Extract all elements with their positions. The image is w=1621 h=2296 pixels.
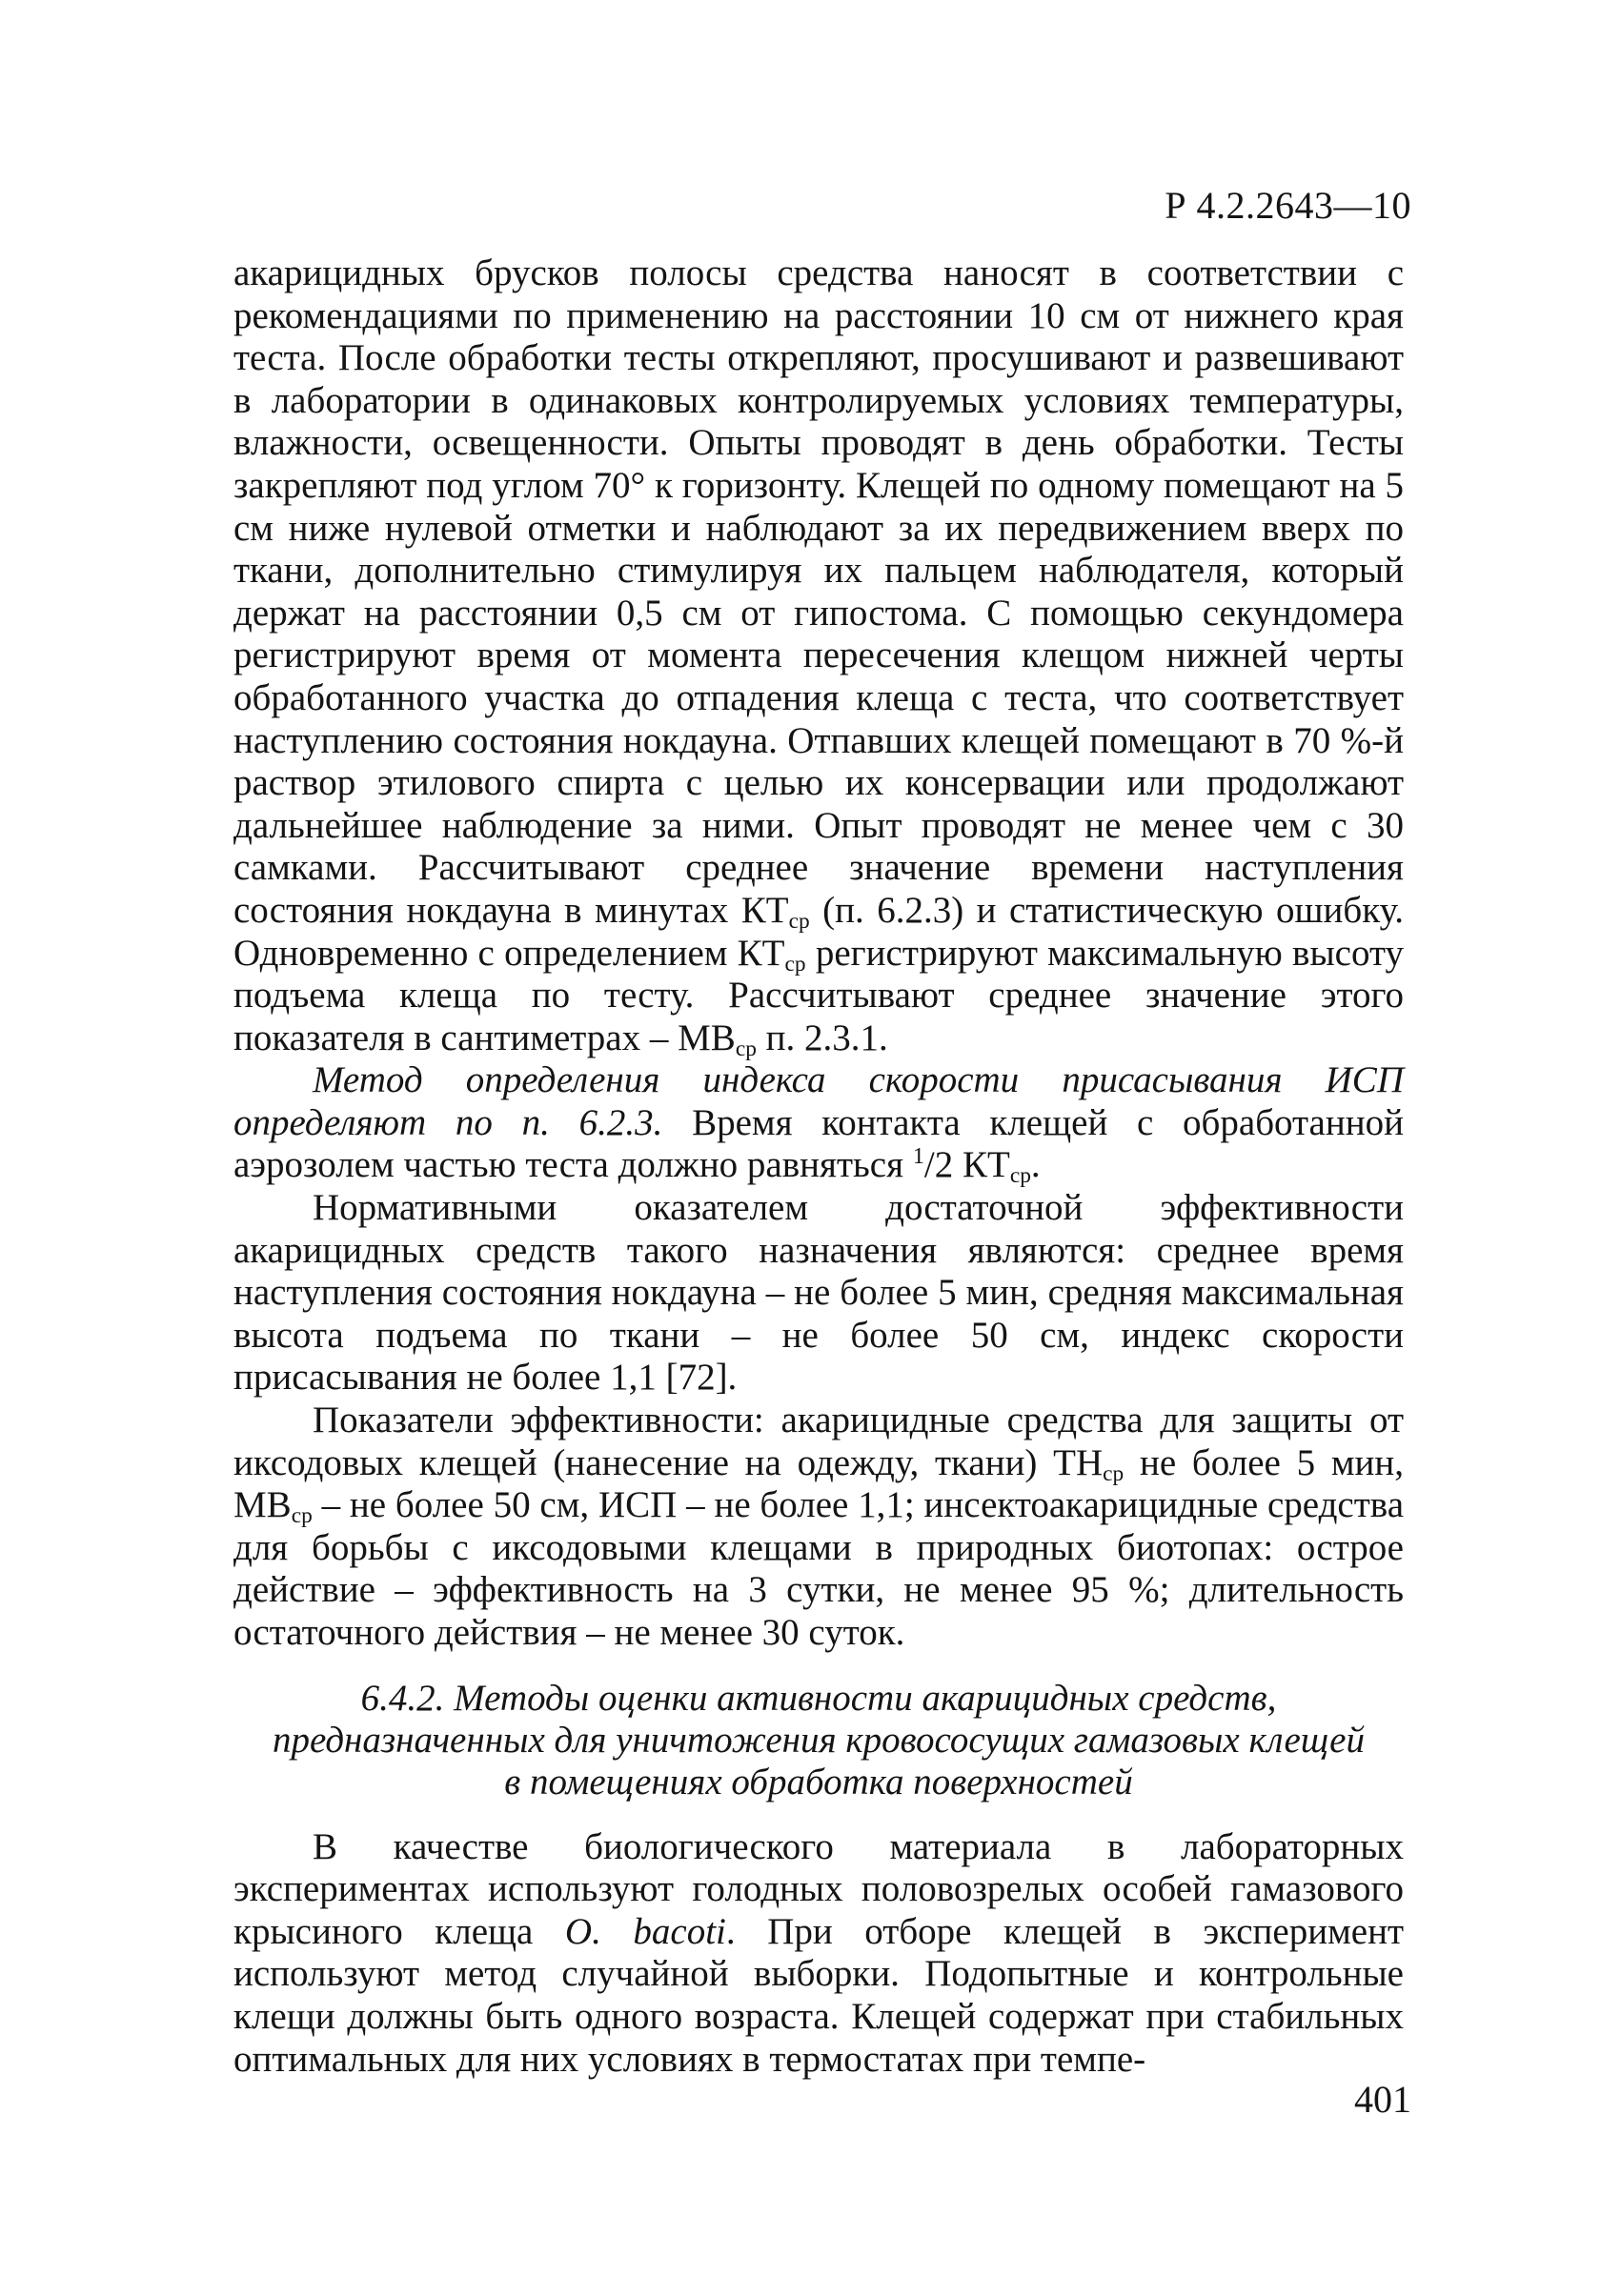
paragraph-isp-method: Метод определения индекса скорости присасывания ИСП определяют по п. 6.2.3. Время контакта клещей с обработанной аэрозолем частью теста должно равняться $^1$/2 $КТ_{ср}$.	[233, 1059, 1404, 1189]
section-heading-line-1: 6.4.2. Методы оценки активности акарицидных средств,	[360, 1677, 1277, 1719]
body-text	[233, 252, 1404, 2081]
paragraph-biological-material: В качестве биологического материала в лабораторных экспериментах используют голодных половозрелых особей гамазового крысиного клеща O. bacoti. При отборе клещей в эксперимент используют метод случайной выборки. Подопытные и контрольные клещи должны быть одного возраста. Клещей содержат при стабильных оптимальных для них условиях в термостатах при темпе-	[233, 1825, 1404, 2080]
species-name: O. bacoti	[564, 1910, 726, 1952]
paragraph-test-procedure: акарицидных брусков полосы средства наносят в соответствии с рекомендациями по применению на расстоянии 10 см от нижнего края теста. После обработки тесты открепляют, просушивают и развешивают в лаборатории в одинаковых контролируемых условиях температуры, влажности, освещенности. Опыты проводят в день обработки. Тесты закрепляют под углом 70° к горизонту. Клещей по одному помещают на 5 см ниже нулевой отметки и наблюдают за их передвижением вверх по ткани, дополнительно стимулируя их пальцем наблюдателя, который держат на расстоянии 0,5 см от гипостома. С помощью секундомера регистрируют время от момента пересечения клещом нижней черты обработанного участка до отпадения клеща с теста, что соответствует наступлению состояния нокдауна. Отпавших клещей помещают в 70 %-й раствор этилового спирта с целью их консервации или продолжают дальнейшее наблюдение за ними. Опыт проводят не менее чем с 30 самками. Рассчитывают среднее значение времени наступления состояния нокдауна в минутах $КТ_{ср}$ (п. 6.2.3) и статистическую ошибку. Одновременно с определением $КТ_{ср}$ регистрируют максимальную высоту подъема клеща по тесту. Рассчитывают среднее значение этого показателя в сантиметрах – $МВ_{ср}$ п. 2.3.1.	[233, 252, 1404, 1061]
section-heading-line-2: предназначенных для уничтожения кровососущих гамазовых клещей	[272, 1719, 1365, 1761]
section-heading	[233, 1678, 1404, 1803]
paragraph-efficiency-indicators: Показатели эффективности: акарицидные средства для защиты от иксодовых клещей (нанесение на одежду, ткани) $ТН_{ср}$ не более 5 мин, $МВ_{ср}$ – не более 50 см, ИСП – не более 1,1; инсектоакарицидные средства для борьбы с иксодовыми клещами в природных биотопах: острое действие – эффективность на 3 сутки, не менее 95 %; длительность остаточного действия – не менее 30 суток.	[233, 1400, 1405, 1653]
page-number: 401	[1354, 2078, 1411, 2121]
section-heading-line-3: в помещениях обработка поверхностей	[504, 1761, 1133, 1803]
paragraph-norms: Нормативными оказателем достаточной эффективности акарицидных средств такого назначения являются: среднее время наступления состояния нокдауна – не более 5 мин, средняя максимальная высота подъема по ткани – не более 50 см, индекс скорости присасывания не более 1,1 [72].	[233, 1187, 1404, 1399]
document-code: Р 4.2.2643—10	[1165, 184, 1411, 227]
